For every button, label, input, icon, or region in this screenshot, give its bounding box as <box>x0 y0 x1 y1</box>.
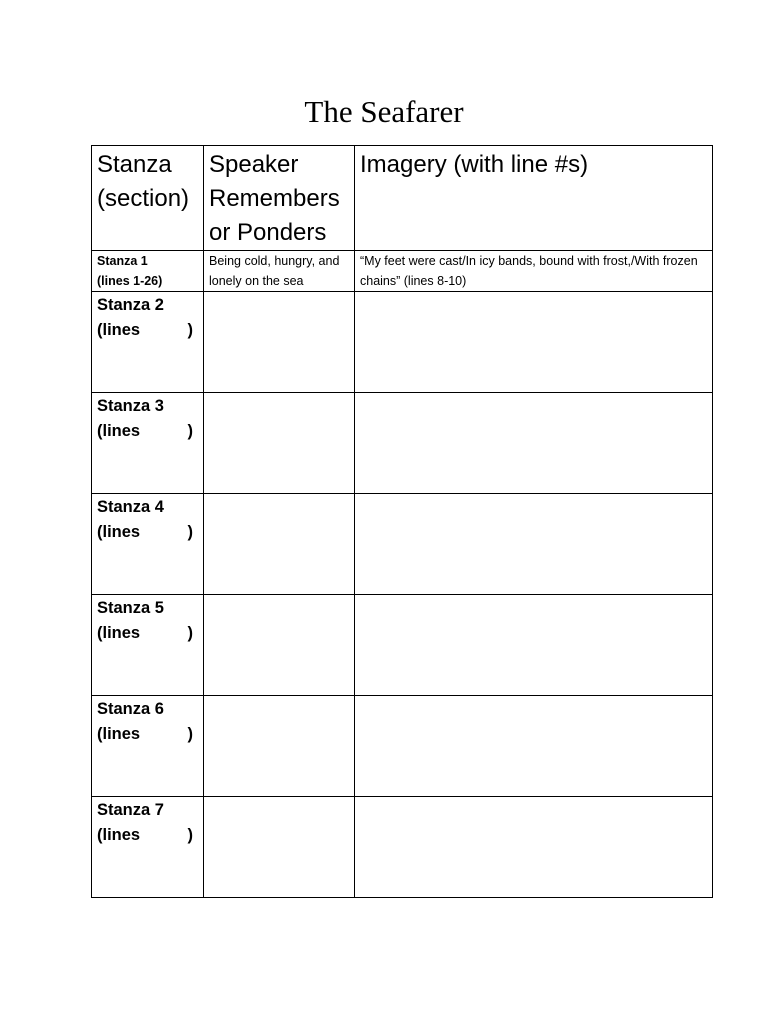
stanza-label: Stanza 7 <box>97 801 164 819</box>
document-title: The Seafarer <box>304 94 464 129</box>
speaker-cell[interactable] <box>204 393 355 494</box>
stanza-cell <box>92 595 204 696</box>
imagery-cell[interactable] <box>355 595 713 696</box>
stanza-cell <box>92 696 204 797</box>
header-stanza: Stanza (section) <box>92 146 204 251</box>
stanza-label: Stanza 4 <box>97 498 164 516</box>
stanza-label: Stanza 5 <box>97 599 164 617</box>
lines-open: (lines <box>97 523 141 541</box>
lines-placeholder <box>97 823 193 848</box>
imagery-cell[interactable] <box>355 696 713 797</box>
lines-placeholder <box>97 318 193 343</box>
stanza-label: Stanza 2 <box>97 296 164 314</box>
table-row <box>92 393 713 494</box>
table-row <box>92 595 713 696</box>
example-stanza-lines: (lines 1-26) <box>97 274 163 288</box>
lines-close: ) <box>187 321 193 339</box>
lines-placeholder <box>97 520 193 545</box>
lines-close: ) <box>187 725 193 743</box>
speaker-cell[interactable] <box>204 696 355 797</box>
example-speaker-cell: Being cold, hungry, and lonely on the sea <box>204 251 355 292</box>
lines-placeholder <box>97 419 193 444</box>
speaker-cell[interactable] <box>204 494 355 595</box>
stanza-cell <box>92 393 204 494</box>
worksheet-table <box>91 145 713 898</box>
lines-open: (lines <box>97 725 141 743</box>
stanza-cell <box>92 494 204 595</box>
imagery-cell[interactable] <box>355 292 713 393</box>
stanza-label: Stanza 3 <box>97 397 164 415</box>
lines-placeholder <box>97 722 193 747</box>
header-speaker: Speaker Remembers or Ponders <box>204 146 355 251</box>
stanza-cell <box>92 797 204 898</box>
speaker-cell[interactable] <box>204 292 355 393</box>
table-header-row <box>92 146 713 251</box>
lines-close: ) <box>187 624 193 642</box>
imagery-cell[interactable] <box>355 494 713 595</box>
lines-open: (lines <box>97 321 141 339</box>
table-row <box>92 696 713 797</box>
table-row <box>92 797 713 898</box>
lines-close: ) <box>187 826 193 844</box>
imagery-cell[interactable] <box>355 393 713 494</box>
header-imagery: Imagery (with line #s) <box>355 146 713 251</box>
table-row <box>92 292 713 393</box>
example-stanza-label: Stanza 1 <box>97 254 148 268</box>
imagery-cell[interactable] <box>355 797 713 898</box>
lines-open: (lines <box>97 422 141 440</box>
stanza-cell <box>92 292 204 393</box>
lines-close: ) <box>187 422 193 440</box>
example-imagery-cell: “My feet were cast/In icy bands, bound with frost,/With frozen chains” (lines 8-10) <box>355 251 713 292</box>
speaker-cell[interactable] <box>204 595 355 696</box>
lines-close: ) <box>187 523 193 541</box>
stanza-label: Stanza 6 <box>97 700 164 718</box>
speaker-cell[interactable] <box>204 797 355 898</box>
table-row <box>92 494 713 595</box>
lines-open: (lines <box>97 624 141 642</box>
example-row <box>92 251 713 292</box>
example-stanza-cell <box>92 251 204 292</box>
lines-open: (lines <box>97 826 141 844</box>
lines-placeholder <box>97 621 193 646</box>
